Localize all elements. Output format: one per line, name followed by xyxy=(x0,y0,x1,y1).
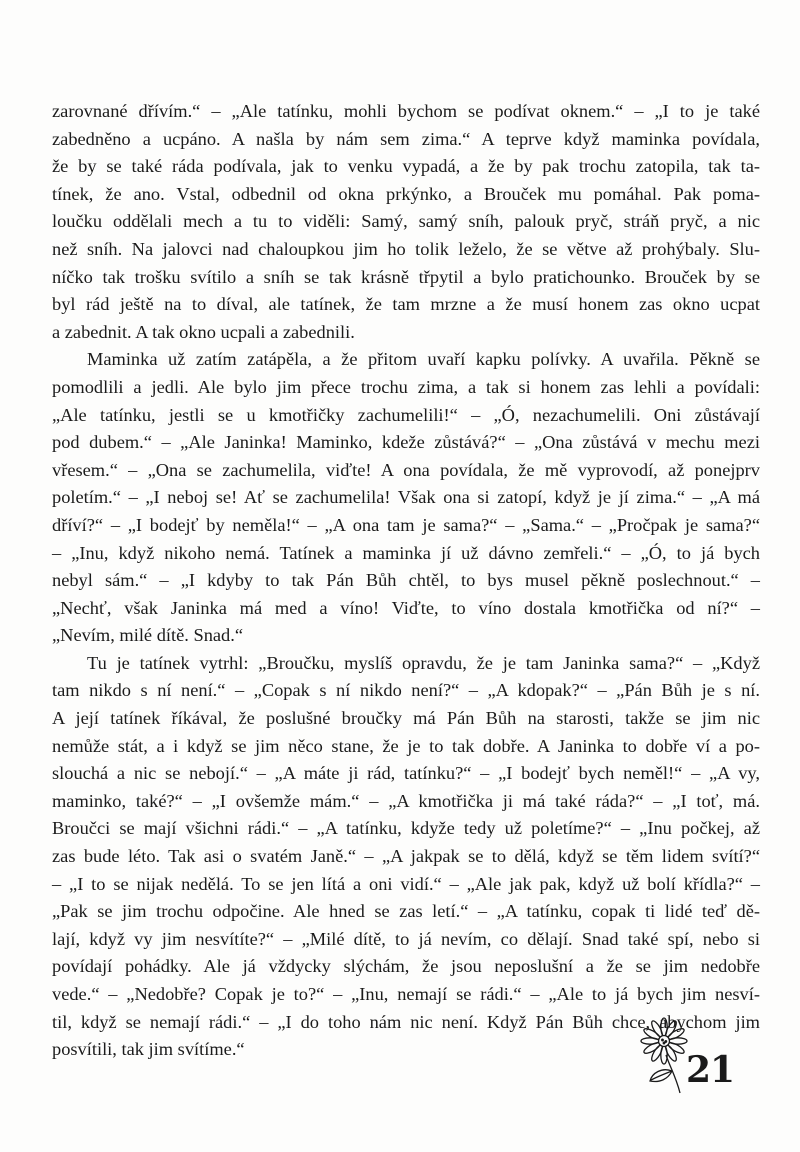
text-line: byl rád ještě na to díval, ale tatínek, že tam mrzne a že musí honem zas okno ucpat xyxy=(52,294,760,315)
page-number: 21 xyxy=(686,1049,735,1091)
text-line: – „Inu, když nikoho nemá. Tatínek a maminka jí už dávno zemřeli.“ – „Ó, to já bych xyxy=(52,542,760,563)
text-line: „Pak se jim trochu odpočine. Ale hned se zas letí.“ – „A tatínku, copak ti lidé teď dě- xyxy=(52,901,760,922)
text-line: „Nevím, milé dítě. Snad.“ xyxy=(52,625,244,646)
text-line: Broučci se mají všichni rádi.“ – „A tatínku, kdyže tedy už poletíme?“ – „Inu počkej, až xyxy=(52,818,760,839)
text-line: nemůže stát, a i když se jim něco stane, že je to tak dobře. A Janinka to dobře ví a po- xyxy=(52,735,760,756)
text-line: maminko, také?“ – „I ovšemže mám.“ – „A kmotřička ji má také ráda?“ – „I toť, má. xyxy=(52,790,760,811)
text-line: pod dubem.“ – „Ale Janinka! Maminko, kdeže zůstává?“ – „Ona zůstává v mechu mezi xyxy=(52,432,760,453)
text-line: dříví?“ – „I bodejť by neměla!“ – „A ona tam je sama?“ – „Sama.“ – „Pročpak je sama?“ xyxy=(52,514,760,535)
text-line: zabedněno a ucpáno. A našla by nám sem zima.“ A teprve když maminka povídala, xyxy=(52,128,760,149)
text-line: vřesem.“ – „Ona se zachumelila, viďte! A ona povídala, že mě vyprovodí, až ponejprv xyxy=(52,459,760,480)
text-line: til, když se nemají rádi.“ – „I do toho nám nic není. Když Pán Bůh chce, abychom jim xyxy=(52,1011,760,1032)
text-line: pomodlili a jedli. Ale bylo jim přece trochu zima, a tak si honem zas lehli a povídali: xyxy=(52,376,760,397)
text-line: tínek, že ano. Vstal, odbednil od okna prkýnko, a Brouček mu pomáhal. Pak poma- xyxy=(52,183,760,204)
text-line: „Nechť, však Janinka má med a víno! Viďte, to víno dostala kmotřička od ní?“ – xyxy=(52,597,760,618)
text-line: Maminka už zatím zatápěla, a že přitom uvaří kapku polívky. A uvařila. Pěkně se xyxy=(87,349,760,370)
body-text xyxy=(52,98,760,1064)
text-line: tam nikdo s ní není.“ – „Copak s ní nikdo není?“ – „A kdopak?“ – „Pán Bůh je s ní. xyxy=(52,680,760,701)
text-line: Tu je tatínek vytrhl: „Broučku, myslíš opravdu, že je tam Janinka sama?“ – „Když xyxy=(87,652,760,673)
text-line: nebyl sám.“ – „I kdyby to tak Pán Bůh chtěl, to bys musel pěkně poslechnout.“ – xyxy=(52,570,760,591)
text-line: poletím.“ – „I neboj se! Ať se zachumelila! Však ona si zatopí, když je jí zima.“ – „A má xyxy=(52,487,760,508)
text-line: zarovnané dřívím.“ – „Ale tatínku, mohli bychom se podívat oknem.“ – „I to je také xyxy=(52,101,760,121)
text-line: že by se také ráda podívala, jak to venku vypadá, a že by pak trochu zatopila, tak ta- xyxy=(52,156,760,177)
text-line: vede.“ – „Nedobře? Copak je to?“ – „Inu, nemají se rádi.“ – „Ale to já bych jim nesví- xyxy=(52,984,760,1004)
text-line: a zabednit. A tak okno ucpali a zabednili. xyxy=(52,321,355,342)
text-line: posvítili, tak jim svítíme.“ xyxy=(52,1039,245,1060)
text-line: povídají pohádky. Ale já vždycky slýchám, že jsou neposlušní a že se jim nedobře xyxy=(52,956,760,977)
text-line: A její tatínek říkával, že poslušné broučky má Pán Bůh na starosti, takže se jim nic xyxy=(52,708,760,729)
text-line: než sníh. Na jalovci nad chaloupkou jim ho tolik leželo, že se větve až prohýbaly. Slu- xyxy=(52,238,760,259)
text-line: – „I to se nijak nedělá. To se jen lítá a oni vidí.“ – „Ale jak pak, když už bolí křídla?“ – xyxy=(52,873,760,894)
text-line: zas bude léto. Tak asi o svatém Janě.“ – „A jakpak se to dělá, když se těm lidem svítí?“ xyxy=(52,846,760,867)
text-line: lají, když vy jim nesvítíte?“ – „Milé dítě, to já nevím, co dělají. Snad také spí, nebo si xyxy=(52,928,760,949)
text-line: „Ale tatínku, jestli se u kmotřičky zachumelili!“ – „Ó, nezachumelili. Oni zůstávají xyxy=(52,404,760,425)
text-line: loučku oddělali mech a tu to viděli: Samý, samý sníh, palouk pryč, stráň pryč, a nic xyxy=(52,211,760,232)
text-line: slouchá a nic se nebojí.“ – „A máte ji rád, tatínku?“ – „I bodejť bych neměl!“ – „A vy, xyxy=(52,763,760,784)
text-line: níčko tak trošku svítilo a sníh se tak krásně třpytil a bylo pratichounko. Brouček by se xyxy=(52,266,760,287)
